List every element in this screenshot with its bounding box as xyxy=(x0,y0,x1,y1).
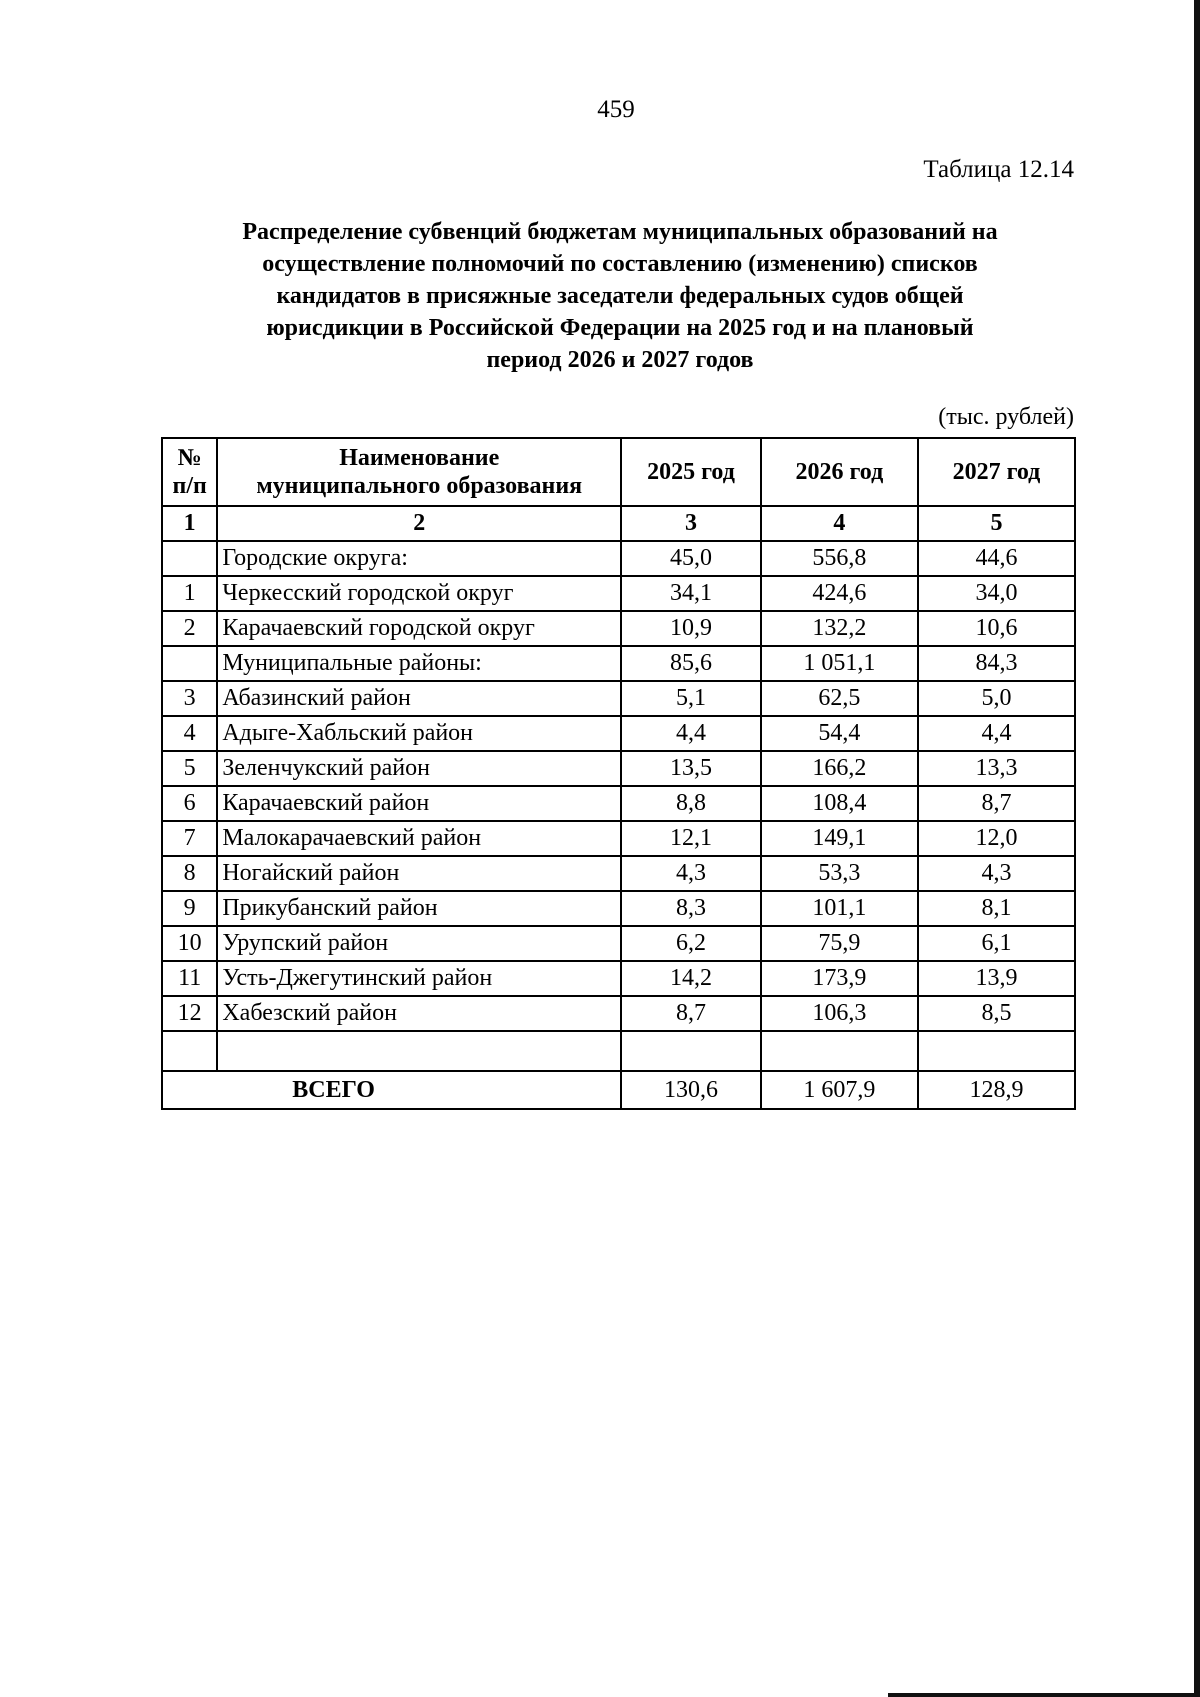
row-value-2027: 44,6 xyxy=(918,541,1075,576)
table-row xyxy=(162,996,1075,1031)
row-value-2027: 12,0 xyxy=(918,821,1075,856)
header-number: № п/п xyxy=(162,438,217,506)
row-name: Хабезский район xyxy=(217,996,621,1031)
row-value-2026: 54,4 xyxy=(761,716,918,751)
row-name: Карачаевский район xyxy=(217,786,621,821)
row-value-2027: 13,9 xyxy=(918,961,1075,996)
column-number: 1 xyxy=(162,506,217,541)
row-number: 10 xyxy=(162,926,217,961)
row-value-2025: 8,7 xyxy=(621,996,761,1031)
page-number: 459 xyxy=(597,96,635,123)
row-value-2026: 62,5 xyxy=(761,681,918,716)
table-row xyxy=(162,751,1075,786)
header-2025: 2025 год xyxy=(621,438,761,506)
row-number: 3 xyxy=(162,681,217,716)
row-value-2025: 45,0 xyxy=(621,541,761,576)
column-number-row xyxy=(162,506,1075,541)
row-value-2027: 4,3 xyxy=(918,856,1075,891)
empty-row xyxy=(162,1031,1075,1071)
total-2026: 1 607,9 xyxy=(761,1071,918,1109)
row-value-2027: 8,5 xyxy=(918,996,1075,1031)
row-value-2027: 8,7 xyxy=(918,786,1075,821)
row-name: Абазинский район xyxy=(217,681,621,716)
row-value-2025: 10,9 xyxy=(621,611,761,646)
row-name: Ногайский район xyxy=(217,856,621,891)
row-value-2025: 8,8 xyxy=(621,786,761,821)
scan-edge-right xyxy=(1194,0,1200,1697)
row-name: Прикубанский район xyxy=(217,891,621,926)
table-row xyxy=(162,716,1075,751)
table-header-row xyxy=(162,438,1075,506)
header-name: Наименование муниципального образования xyxy=(217,438,621,506)
title-line: Распределение субвенций бюджетам муниципальных образований на xyxy=(242,219,998,245)
table-row xyxy=(162,926,1075,961)
total-label: ВСЕГО xyxy=(162,1071,621,1109)
row-value-2026: 132,2 xyxy=(761,611,918,646)
row-number: 7 xyxy=(162,821,217,856)
table-row xyxy=(162,961,1075,996)
row-value-2026: 173,9 xyxy=(761,961,918,996)
row-value-2026: 556,8 xyxy=(761,541,918,576)
row-number: 2 xyxy=(162,611,217,646)
table-row xyxy=(162,786,1075,821)
row-value-2025: 85,6 xyxy=(621,646,761,681)
row-value-2027: 5,0 xyxy=(918,681,1075,716)
column-number: 4 xyxy=(761,506,918,541)
column-number: 5 xyxy=(918,506,1075,541)
row-number: 12 xyxy=(162,996,217,1031)
table-body xyxy=(162,541,1075,1031)
document-title xyxy=(160,216,1080,376)
title-line: период 2026 и 2027 годов xyxy=(486,347,754,373)
row-value-2025: 6,2 xyxy=(621,926,761,961)
row-value-2026: 108,4 xyxy=(761,786,918,821)
row-number: 9 xyxy=(162,891,217,926)
row-value-2027: 84,3 xyxy=(918,646,1075,681)
row-name: Карачаевский городской округ xyxy=(217,611,621,646)
row-value-2025: 4,3 xyxy=(621,856,761,891)
row-number: 8 xyxy=(162,856,217,891)
row-value-2027: 10,6 xyxy=(918,611,1075,646)
row-value-2026: 424,6 xyxy=(761,576,918,611)
row-number: 1 xyxy=(162,576,217,611)
units-label: (тыс. рублей) xyxy=(938,404,1074,430)
row-name: Городские округа: xyxy=(217,541,621,576)
row-name: Черкесский городской округ xyxy=(217,576,621,611)
table-row xyxy=(162,681,1075,716)
row-value-2027: 6,1 xyxy=(918,926,1075,961)
column-number: 3 xyxy=(621,506,761,541)
subventions-table xyxy=(161,437,1076,1110)
table-row xyxy=(162,611,1075,646)
row-value-2025: 14,2 xyxy=(621,961,761,996)
row-value-2027: 34,0 xyxy=(918,576,1075,611)
row-value-2025: 34,1 xyxy=(621,576,761,611)
column-number: 2 xyxy=(217,506,621,541)
header-2026: 2026 год xyxy=(761,438,918,506)
table-row xyxy=(162,891,1075,926)
row-value-2027: 13,3 xyxy=(918,751,1075,786)
row-value-2026: 75,9 xyxy=(761,926,918,961)
row-number: 4 xyxy=(162,716,217,751)
table-row xyxy=(162,541,1075,576)
row-value-2027: 8,1 xyxy=(918,891,1075,926)
row-name: Адыге-Хабльский район xyxy=(217,716,621,751)
row-value-2025: 8,3 xyxy=(621,891,761,926)
title-line: кандидатов в присяжные заседатели федеральных судов общей xyxy=(276,283,964,309)
row-value-2025: 5,1 xyxy=(621,681,761,716)
table-row xyxy=(162,856,1075,891)
row-name: Урупский район xyxy=(217,926,621,961)
table-number: Таблица 12.14 xyxy=(923,156,1074,183)
row-value-2026: 166,2 xyxy=(761,751,918,786)
row-value-2027: 4,4 xyxy=(918,716,1075,751)
scan-edge-bottom xyxy=(888,1693,1200,1697)
table-row xyxy=(162,576,1075,611)
row-name: Муниципальные районы: xyxy=(217,646,621,681)
total-row xyxy=(162,1071,1075,1109)
row-number xyxy=(162,646,217,681)
row-number: 6 xyxy=(162,786,217,821)
row-number xyxy=(162,541,217,576)
row-name: Усть-Джегутинский район xyxy=(217,961,621,996)
header-2027: 2027 год xyxy=(918,438,1075,506)
table-row xyxy=(162,821,1075,856)
table-row xyxy=(162,646,1075,681)
row-number: 5 xyxy=(162,751,217,786)
total-2025: 130,6 xyxy=(621,1071,761,1109)
row-value-2026: 149,1 xyxy=(761,821,918,856)
row-value-2025: 13,5 xyxy=(621,751,761,786)
title-line: осуществление полномочий по составлению (изменению) списков xyxy=(262,251,978,277)
row-value-2026: 101,1 xyxy=(761,891,918,926)
row-value-2025: 4,4 xyxy=(621,716,761,751)
row-name: Малокарачаевский район xyxy=(217,821,621,856)
title-line: юрисдикции в Российской Федерации на 2025 год и на плановый xyxy=(266,315,974,341)
total-2027: 128,9 xyxy=(918,1071,1075,1109)
row-number: 11 xyxy=(162,961,217,996)
row-name: Зеленчукский район xyxy=(217,751,621,786)
row-value-2026: 1 051,1 xyxy=(761,646,918,681)
row-value-2025: 12,1 xyxy=(621,821,761,856)
row-value-2026: 106,3 xyxy=(761,996,918,1031)
row-value-2026: 53,3 xyxy=(761,856,918,891)
